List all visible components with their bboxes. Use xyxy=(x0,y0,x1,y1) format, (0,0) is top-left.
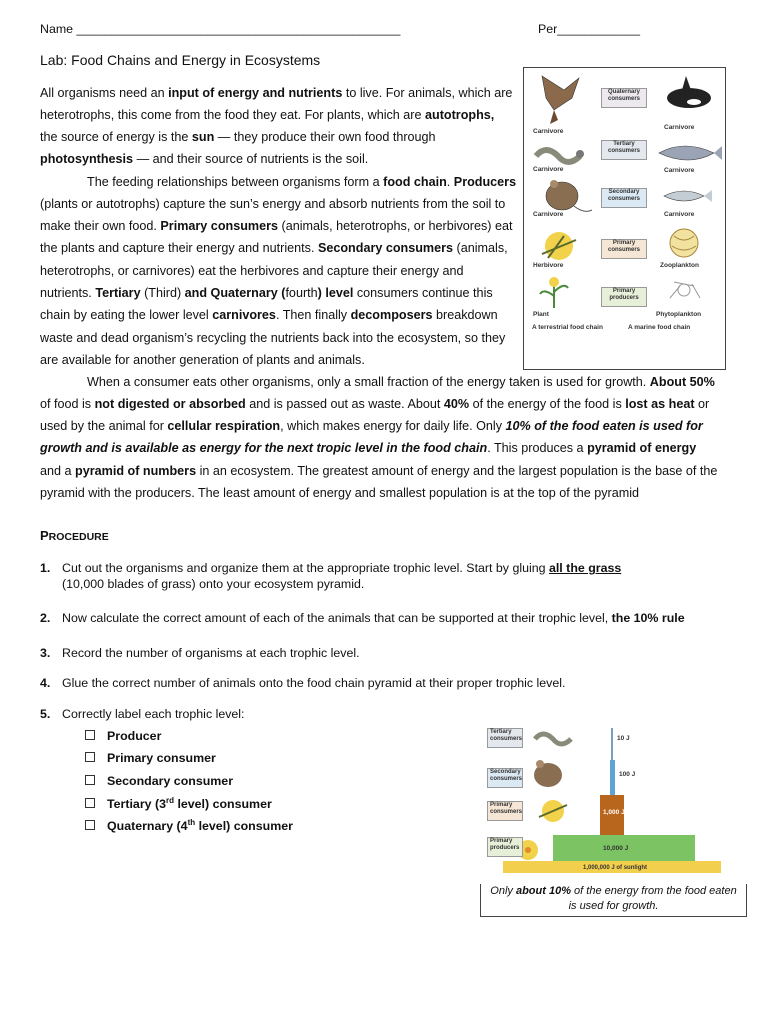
right-label-4: Zooplankton xyxy=(660,262,699,269)
plant-icon xyxy=(540,277,568,308)
tertiary-consumer-bar xyxy=(611,728,613,760)
mouse-icon xyxy=(546,180,592,211)
procedure-step-1: 1. Cut out the organisms and organize them at the appropriate trophic level. Start by gluing all the grass (10,000 blades of grass) onto your ecosystem pyramid. xyxy=(40,561,622,591)
tag-primary-producers: Primary producers xyxy=(601,287,647,307)
small-fish-icon xyxy=(664,190,712,202)
sunlight-label: 1,000,000 J of sunlight xyxy=(583,865,648,871)
checkbox-icon[interactable] xyxy=(85,820,95,830)
right-label-1: Carnivore xyxy=(664,124,695,131)
right-label-5: Phytoplankton xyxy=(656,311,702,318)
right-label-3: Carnivore xyxy=(664,211,695,218)
energy-label-10: 10 J xyxy=(617,735,630,742)
food-chain-figure xyxy=(523,67,726,370)
procedure-step-3: 3. Record the number of organisms at each trophic level. xyxy=(40,646,360,660)
procedure-step-5: 5. Correctly label each trophic level: xyxy=(40,707,245,721)
phytoplankton-icon xyxy=(670,282,700,298)
procedure-step-2: 2. Now calculate the correct amount of each of the animals that can be supported at their trophic level, the 10% rule xyxy=(40,611,685,625)
zooplankton-icon xyxy=(670,229,698,257)
name-label: Name xyxy=(40,22,74,36)
hawk-icon xyxy=(542,76,579,124)
checklist-primary-consumer[interactable]: Primary consumer xyxy=(85,751,216,765)
left-label-5: Plant xyxy=(533,311,549,318)
terrestrial-caption: A terrestrial food chain xyxy=(532,324,603,331)
pyramid-tag-secondary: Secondary consumers xyxy=(487,768,523,788)
period-blank[interactable]: ____________ xyxy=(557,22,640,36)
left-label-2: Carnivore xyxy=(533,166,564,173)
pyramid-grasshopper-icon xyxy=(539,800,567,822)
procedure-heading: PROCEDURE xyxy=(40,528,109,543)
period-field[interactable] xyxy=(538,22,640,36)
name-blank[interactable]: _______________________________________________ xyxy=(76,22,401,36)
checklist-producer[interactable]: Producer xyxy=(85,729,161,743)
page-title: Lab: Food Chains and Energy in Ecosystems xyxy=(40,52,321,68)
pyramid-snake-icon xyxy=(535,734,571,744)
name-field[interactable] xyxy=(40,22,400,36)
left-label-4: Herbivore xyxy=(533,262,564,269)
energy-label-1000: 1,000 J xyxy=(603,809,625,816)
checkbox-icon[interactable] xyxy=(85,730,95,740)
checklist-secondary-consumer[interactable]: Secondary consumer xyxy=(85,774,233,788)
tag-quaternary: Quaternary consumers xyxy=(601,88,647,108)
pyramid-mouse-icon xyxy=(534,760,562,787)
energy-label-10000: 10,000 J xyxy=(603,845,629,852)
energy-label-100: 100 J xyxy=(619,771,636,778)
orca-icon xyxy=(667,76,711,108)
checkbox-icon[interactable] xyxy=(85,798,95,808)
checklist-quaternary-consumer[interactable]: Quaternary (4th level) consumer xyxy=(85,818,293,833)
checkbox-icon[interactable] xyxy=(85,775,95,785)
secondary-consumer-bar xyxy=(610,760,615,795)
grasshopper-icon xyxy=(542,232,576,260)
left-label-1: Carnivore xyxy=(533,128,564,135)
tuna-icon xyxy=(659,146,722,160)
checkbox-icon[interactable] xyxy=(85,752,95,762)
right-label-2: Carnivore xyxy=(664,167,695,174)
energy-pyramid-figure xyxy=(483,723,745,891)
tag-tertiary: Tertiary consumers xyxy=(601,140,647,160)
marine-caption: A marine food chain xyxy=(628,324,691,331)
pyramid-tag-primary-producers: Primary producers xyxy=(487,837,523,857)
period-label: Per xyxy=(538,22,558,36)
tag-primary-consumers: Primary consumers xyxy=(601,239,647,259)
pyramid-tag-primary-consumers: Primary consumers xyxy=(487,801,523,821)
pyramid-caption: Only about 10% of the energy from the food eaten is used for growth. xyxy=(480,884,747,917)
snake-icon xyxy=(536,150,584,162)
tag-secondary: Secondary consumers xyxy=(601,188,647,208)
pyramid-tag-tertiary: Tertiary consumers xyxy=(487,728,523,748)
procedure-step-4: 4. Glue the correct number of animals onto the food chain pyramid at their proper trophic level. xyxy=(40,676,566,690)
checklist-tertiary-consumer[interactable]: Tertiary (3rd level) consumer xyxy=(85,796,272,811)
left-label-3: Carnivore xyxy=(533,211,564,218)
